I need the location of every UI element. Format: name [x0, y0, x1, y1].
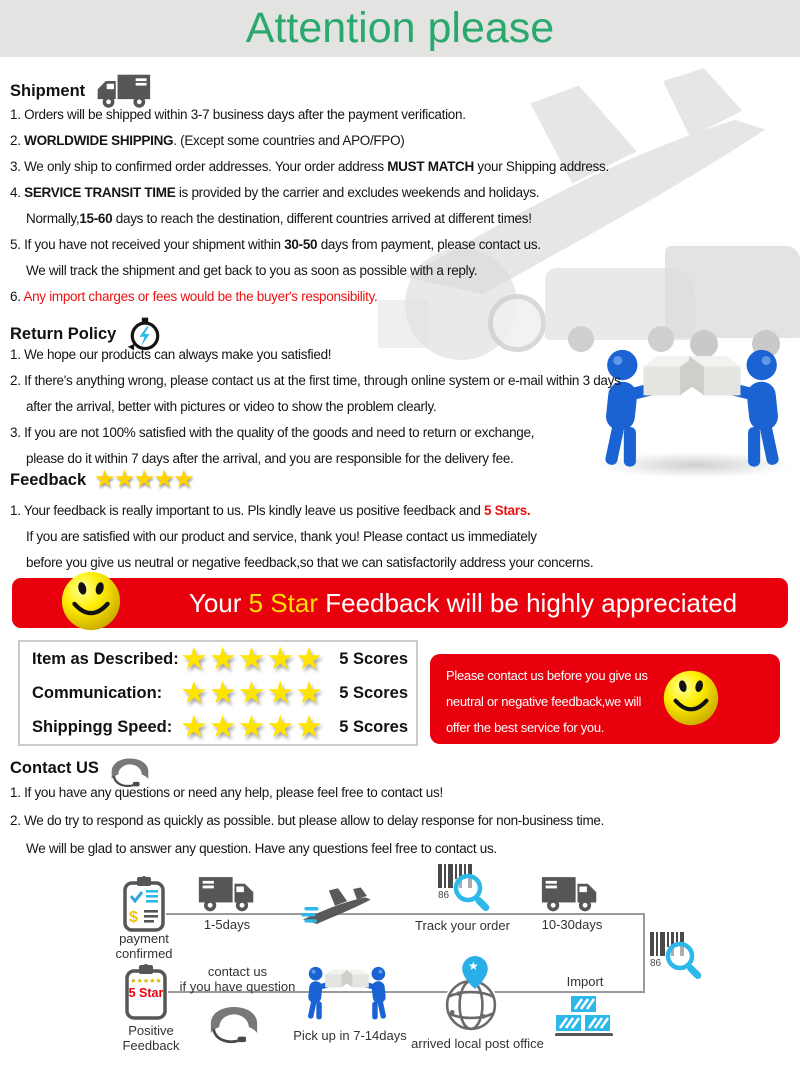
return-policy-line: 2. If there's anything wrong, please contact us at the first time, through online system or e-mail within 3 days: [10, 373, 621, 388]
shipment-line: 1. Orders will be shipped within 3-7 business days after the payment verification.: [10, 107, 466, 122]
feedback-heading-label: Feedback: [10, 470, 87, 489]
shipment-line: 4. SERVICE TRANSIT TIME is provided by the carrier and excludes weekends and holidays.: [10, 185, 540, 200]
score-row-shipping-speed: [32, 710, 408, 744]
seller-scores-box: [18, 640, 418, 746]
positive-feedback-label: Positive Feedback: [122, 1023, 180, 1053]
return-policy-list: [10, 342, 621, 472]
shipment-line: 5. If you have not received your shipment within 30-50 days from payment, please contact us.: [10, 237, 541, 252]
shipment-list: [10, 102, 609, 310]
smiley-icon: [662, 669, 720, 727]
shipment-line: Normally,15-60 days to reach the destination, different countries arrived at different times!: [26, 211, 532, 226]
score-value: 5 Scores: [339, 649, 408, 668]
shipment-heading-label: Shipment: [10, 81, 86, 100]
feedback-line: 1. Your feedback is really important to us. Pls kindly leave us positive feedback and 5 Stars.: [10, 503, 531, 518]
banner-text: Your 5 Star Feedback will be highly appreciated: [188, 588, 738, 618]
feedback-list: [10, 498, 593, 576]
notice-line: offer the best service for you.: [446, 720, 605, 735]
score-label: Item as Described:: [32, 649, 179, 668]
contact-us-heading-label: Contact US: [10, 758, 99, 777]
truck-icon: [197, 874, 257, 914]
faint-truck-image: [665, 246, 800, 338]
return-policy-line: please do it within 7 days after the arrival, and you are responsible for the delivery fee.: [26, 451, 514, 466]
contact-line: We will be glad to answer any question. Have any questions feel free to contact us.: [26, 841, 497, 856]
contact-line: 1. If you have any questions or need any help, please feel free to contact us!: [10, 785, 443, 800]
score-value: 5 Scores: [339, 683, 408, 702]
delivery-figures-image: [592, 348, 792, 470]
shipment-line: 3. We only ship to confirmed order addresses. Your order address MUST MATCH your Shipping address.: [10, 159, 609, 174]
pickup-figures-icon: [302, 966, 392, 1021]
score-label: Shippingg Speed:: [32, 717, 173, 736]
five-stars-icon: ★★★★★: [95, 468, 195, 491]
return-policy-line: after the arrival, better with pictures or video to show the problem clearly.: [26, 399, 437, 414]
return-policy-heading-label: Return Policy: [10, 324, 117, 343]
payment-clipboard-icon: [122, 876, 166, 932]
page-title: Attention please: [245, 4, 555, 52]
notice-line: neutral or negative feedback,we will: [446, 694, 642, 709]
five-stars-icon: ★★★★★: [180, 675, 324, 710]
five-stars-icon: ★★★★★: [180, 641, 324, 676]
contact-before-feedback-box: [430, 654, 780, 744]
score-value: 5 Scores: [339, 717, 408, 736]
notice-line: Please contact us before you give us: [446, 668, 648, 683]
smiley-icon: [60, 570, 122, 632]
truck1-duration-label: 1-5days: [203, 917, 251, 932]
payment-confirmed-label: payment confirmed: [115, 931, 173, 961]
import-label: Import: [566, 974, 604, 989]
return-policy-line: 3. If you are not 100% satisfied with the quality of the goods and need to return or exchange,: [10, 425, 535, 440]
truck-icon: [540, 874, 600, 914]
track-order-label: Track your order: [415, 918, 510, 933]
pickup-duration-label: Pick up in 7-14days: [293, 1028, 407, 1043]
five-star-banner: [12, 578, 788, 628]
score-label: Communication:: [32, 683, 163, 702]
score-row-communication: [32, 676, 408, 710]
contact-list: [10, 779, 604, 863]
headset-icon: [206, 994, 262, 1044]
svg-text:$: $: [129, 909, 138, 926]
import-crates-icon: [553, 996, 615, 1036]
pin-star: ★: [468, 959, 479, 973]
feedback-heading: [10, 470, 194, 490]
clipboard-stars: ★★★★★: [130, 978, 162, 985]
contact-line: 2. We do try to respond as quickly as possible. but please allow to delay response for non-business time.: [10, 813, 605, 828]
clipboard-five-star-label: 5 Star: [128, 986, 164, 1000]
title-bar: [0, 0, 800, 57]
shipment-line: We will track the shipment and get back to you as soon as possible with a reply.: [26, 263, 478, 278]
five-stars-icon: ★★★★★: [180, 709, 324, 744]
shipment-line: 2. WORLDWIDE SHIPPING. (Except some countries and APO/FPO): [10, 133, 405, 148]
shipment-line: 6. Any import charges or fees would be the buyer's responsibility.: [10, 289, 378, 304]
score-row-item-described: [32, 642, 408, 676]
airplane-icon: [300, 884, 376, 932]
flow-line-vertical: [643, 913, 645, 993]
contact-us-question-label: contact us if you have question: [179, 964, 296, 994]
feedback-line: before you give us neutral or negative feedback,so that we can satisfactorily address your concerns.: [26, 555, 594, 570]
arrived-post-office-label: arrived local post office: [411, 1036, 544, 1051]
barcode-number: 86: [438, 890, 450, 901]
feedback-line: If you are satisfied with our product and service, thank you! Please contact us immediately: [26, 529, 537, 544]
barcode-number: 86: [650, 958, 662, 969]
return-policy-line: 1. We hope our products can always make you satisfied!: [10, 347, 332, 362]
truck2-duration-label: 10-30days: [541, 917, 603, 932]
